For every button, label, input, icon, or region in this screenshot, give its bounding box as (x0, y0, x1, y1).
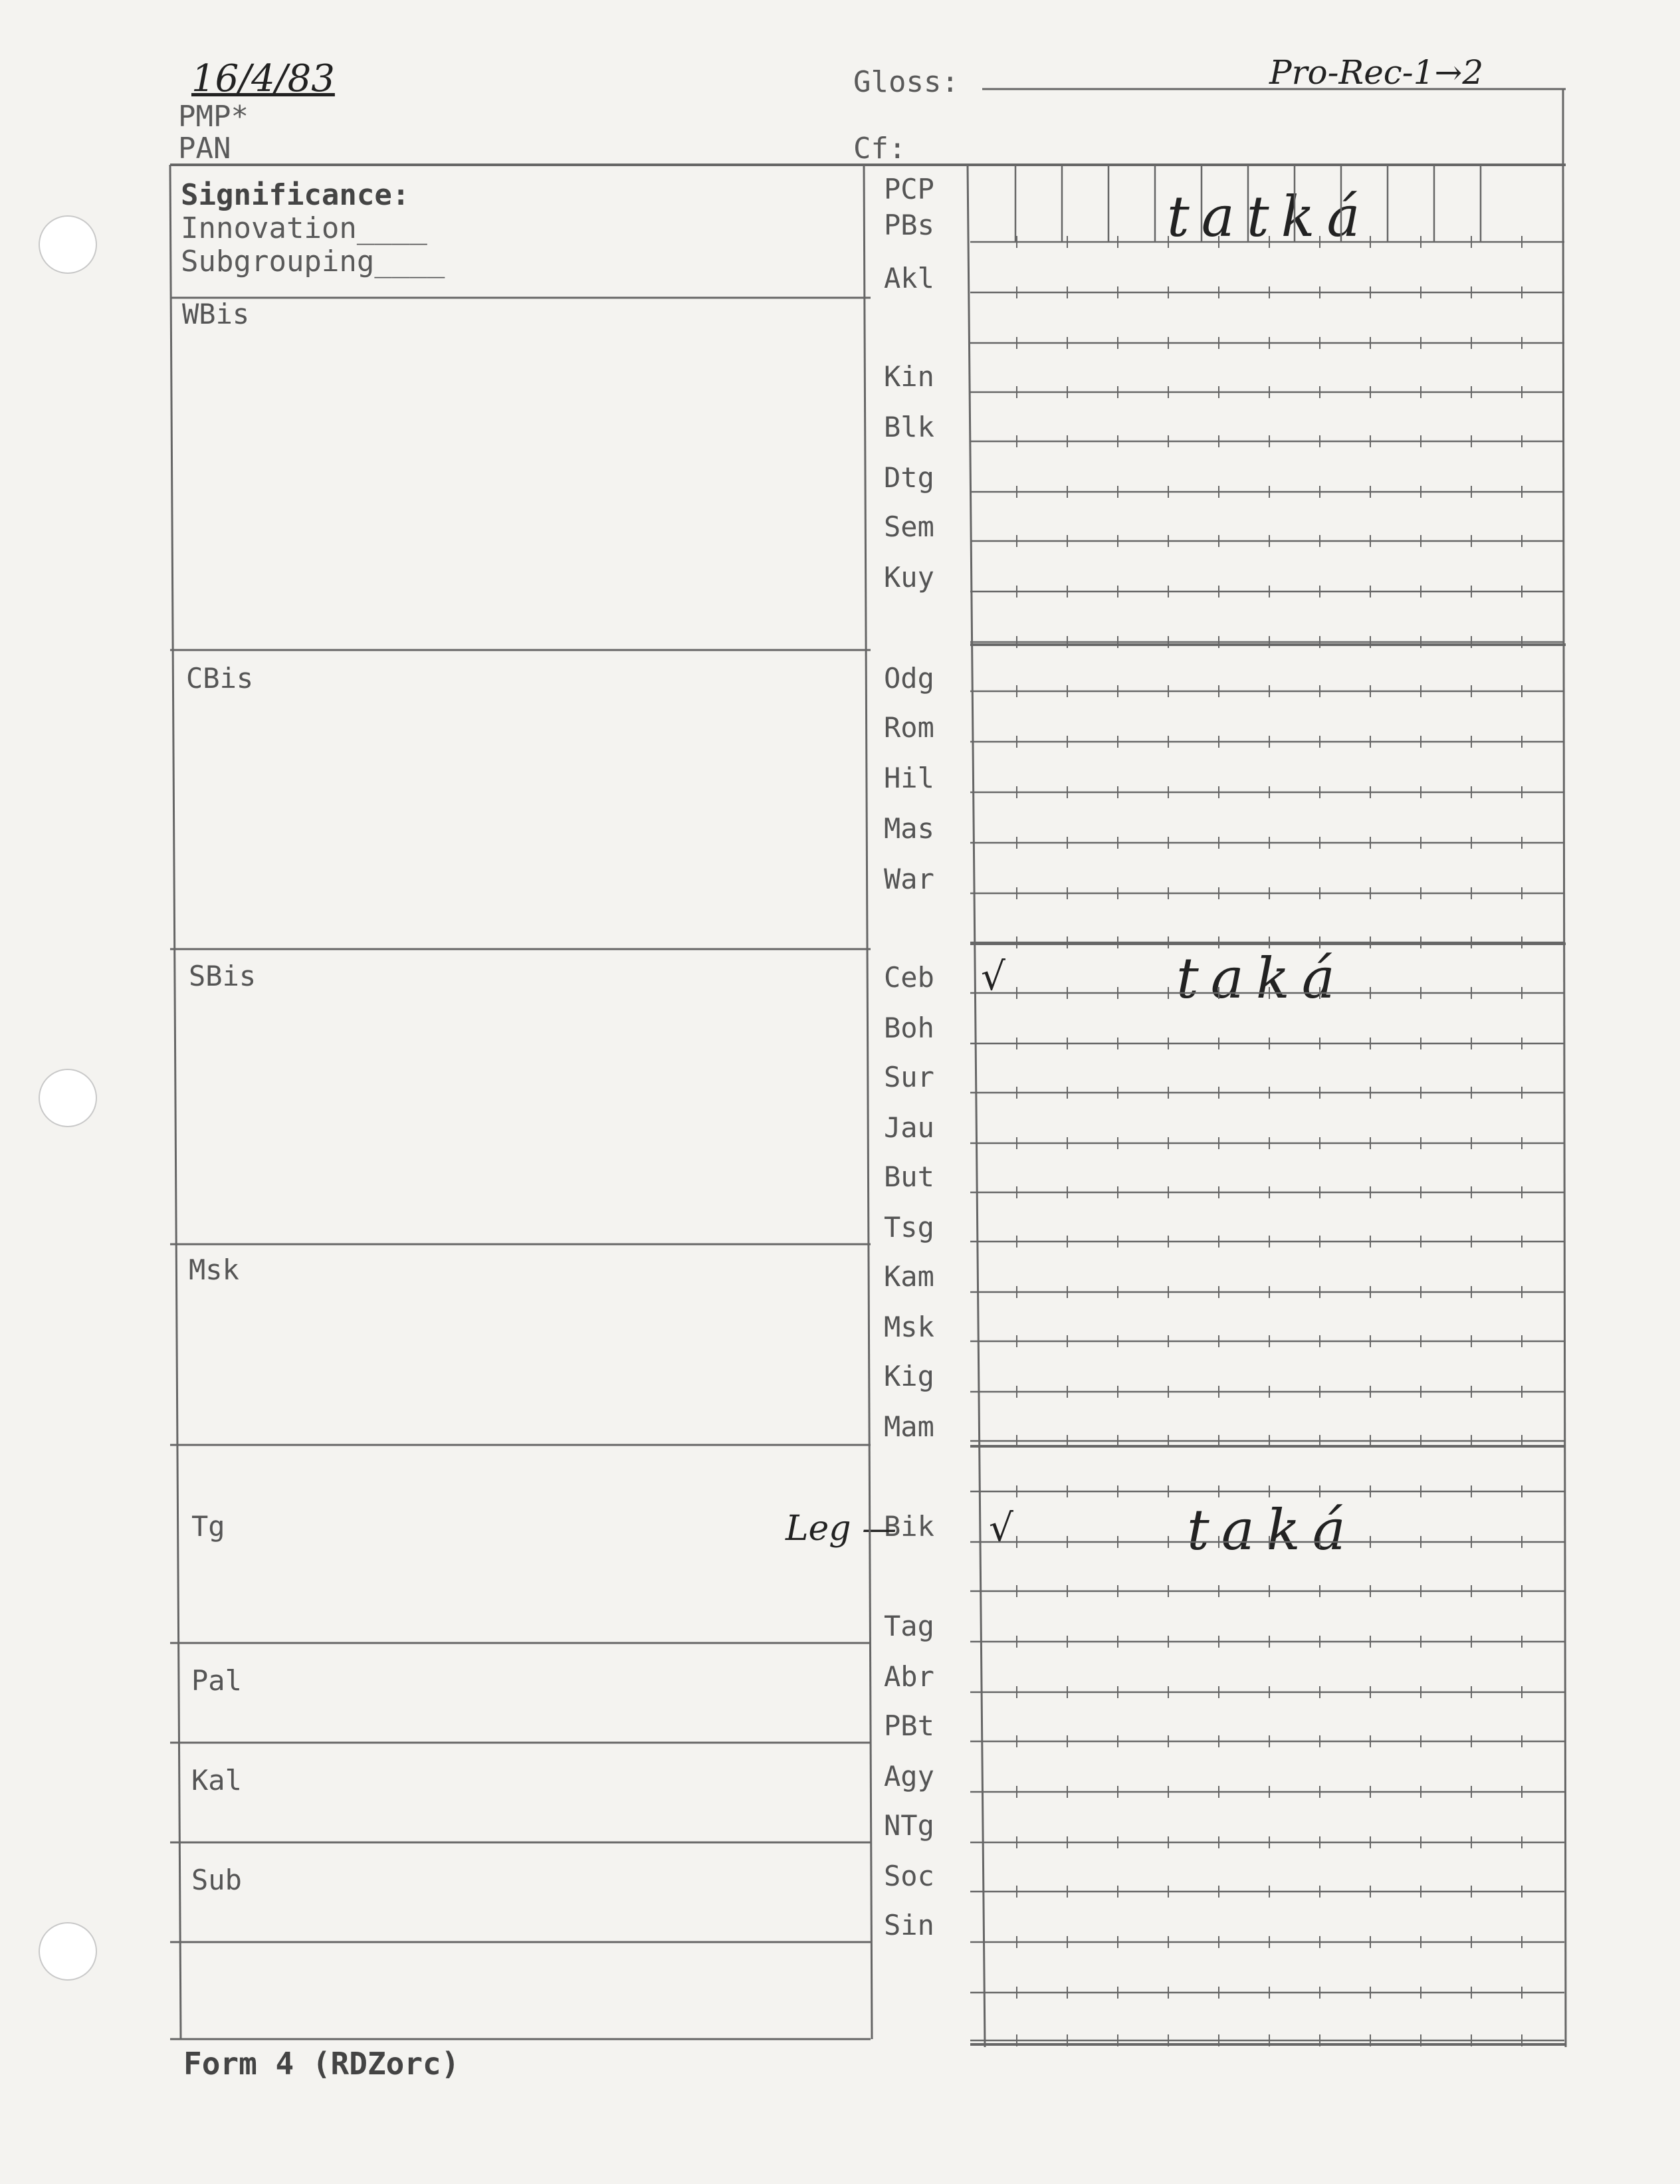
lang-label-odg: Odg (884, 662, 934, 695)
date-handwritten: 16/4/83 (191, 57, 335, 100)
ceb-form-handwritten: taká (1176, 946, 1347, 1011)
lang-label-boh: Boh (884, 1012, 934, 1044)
lang-label-mas: Mas (884, 812, 934, 845)
gloss-value-handwritten: Pro-Rec-1→2 (1269, 53, 1484, 92)
lang-label-tag: Tag (884, 1610, 934, 1642)
lang-label-kin: Kin (884, 360, 934, 393)
lang-label-ceb: Ceb (884, 961, 934, 994)
lang-label-sur: Sur (884, 1061, 934, 1093)
group-label-pal: Pal (191, 1664, 242, 1697)
significance-title: Significance: (181, 178, 410, 212)
lang-label-abr: Abr (884, 1660, 934, 1693)
lang-label-jau: Jau (884, 1111, 934, 1144)
cf-label: Cf: (853, 132, 906, 165)
lang-label-tsg: Tsg (884, 1211, 934, 1244)
lang-label-sin: Sin (884, 1909, 934, 1941)
bik-form-handwritten: taká (1187, 1497, 1358, 1563)
lang-label-agy: Agy (884, 1760, 934, 1793)
lang-label-kig: Kig (884, 1360, 934, 1392)
form-footer: Form 4 (RDZorc) (183, 2046, 460, 2082)
group-label-kal: Kal (191, 1764, 242, 1797)
lang-label-rom: Rom (884, 711, 934, 744)
pbs-form-handwritten: tatká (1167, 184, 1372, 249)
lang-label-pbt: PBt (884, 1709, 934, 1742)
lang-label-sem: Sem (884, 510, 934, 543)
lang-label-akl: Akl (884, 262, 934, 294)
lang-label-pbs: PBs (884, 209, 934, 241)
lang-label-soc: Soc (884, 1860, 934, 1892)
lang-label-but: But (884, 1160, 934, 1193)
lang-label-war: War (884, 863, 934, 895)
lang-label-bik: Bik (884, 1510, 934, 1543)
bik-note-handwritten: Leg — (786, 1509, 897, 1549)
group-label-sbis: SBis (189, 960, 257, 992)
lang-label-kam: Kam (884, 1260, 934, 1293)
form-left-border (170, 165, 181, 2039)
lang-label-kuy: Kuy (884, 561, 934, 594)
group-label-sub: Sub (191, 1864, 242, 1896)
ceb-checkmark: √ (981, 954, 1005, 999)
bik-checkmark: √ (989, 1505, 1013, 1551)
group-label-msk: Msk (189, 1254, 239, 1286)
group-label-tg: Tg (191, 1510, 225, 1543)
lang-label-dtg: Dtg (884, 461, 934, 494)
left-column-divider (864, 165, 872, 2039)
lang-label-ntg: NTg (884, 1809, 934, 1842)
gloss-label: Gloss: (853, 65, 959, 99)
pan-label: PAN (178, 132, 231, 165)
innovation-label: Innovation____ (181, 211, 427, 245)
group-label-wbis: WBis (182, 298, 250, 330)
lang-label-blk: Blk (884, 411, 934, 443)
form-right-border (1563, 165, 1566, 2047)
lang-label-pcp: PCP (884, 173, 934, 205)
lang-label-hil: Hil (884, 762, 934, 794)
subgrouping-label: Subgrouping____ (181, 245, 445, 278)
group-label-cbis: CBis (186, 662, 254, 695)
pmp-label: PMP* (178, 100, 249, 134)
lang-label-mam: Mam (884, 1410, 934, 1443)
language-column-divider (968, 165, 985, 2047)
lang-label-msk: Msk (884, 1311, 934, 1343)
